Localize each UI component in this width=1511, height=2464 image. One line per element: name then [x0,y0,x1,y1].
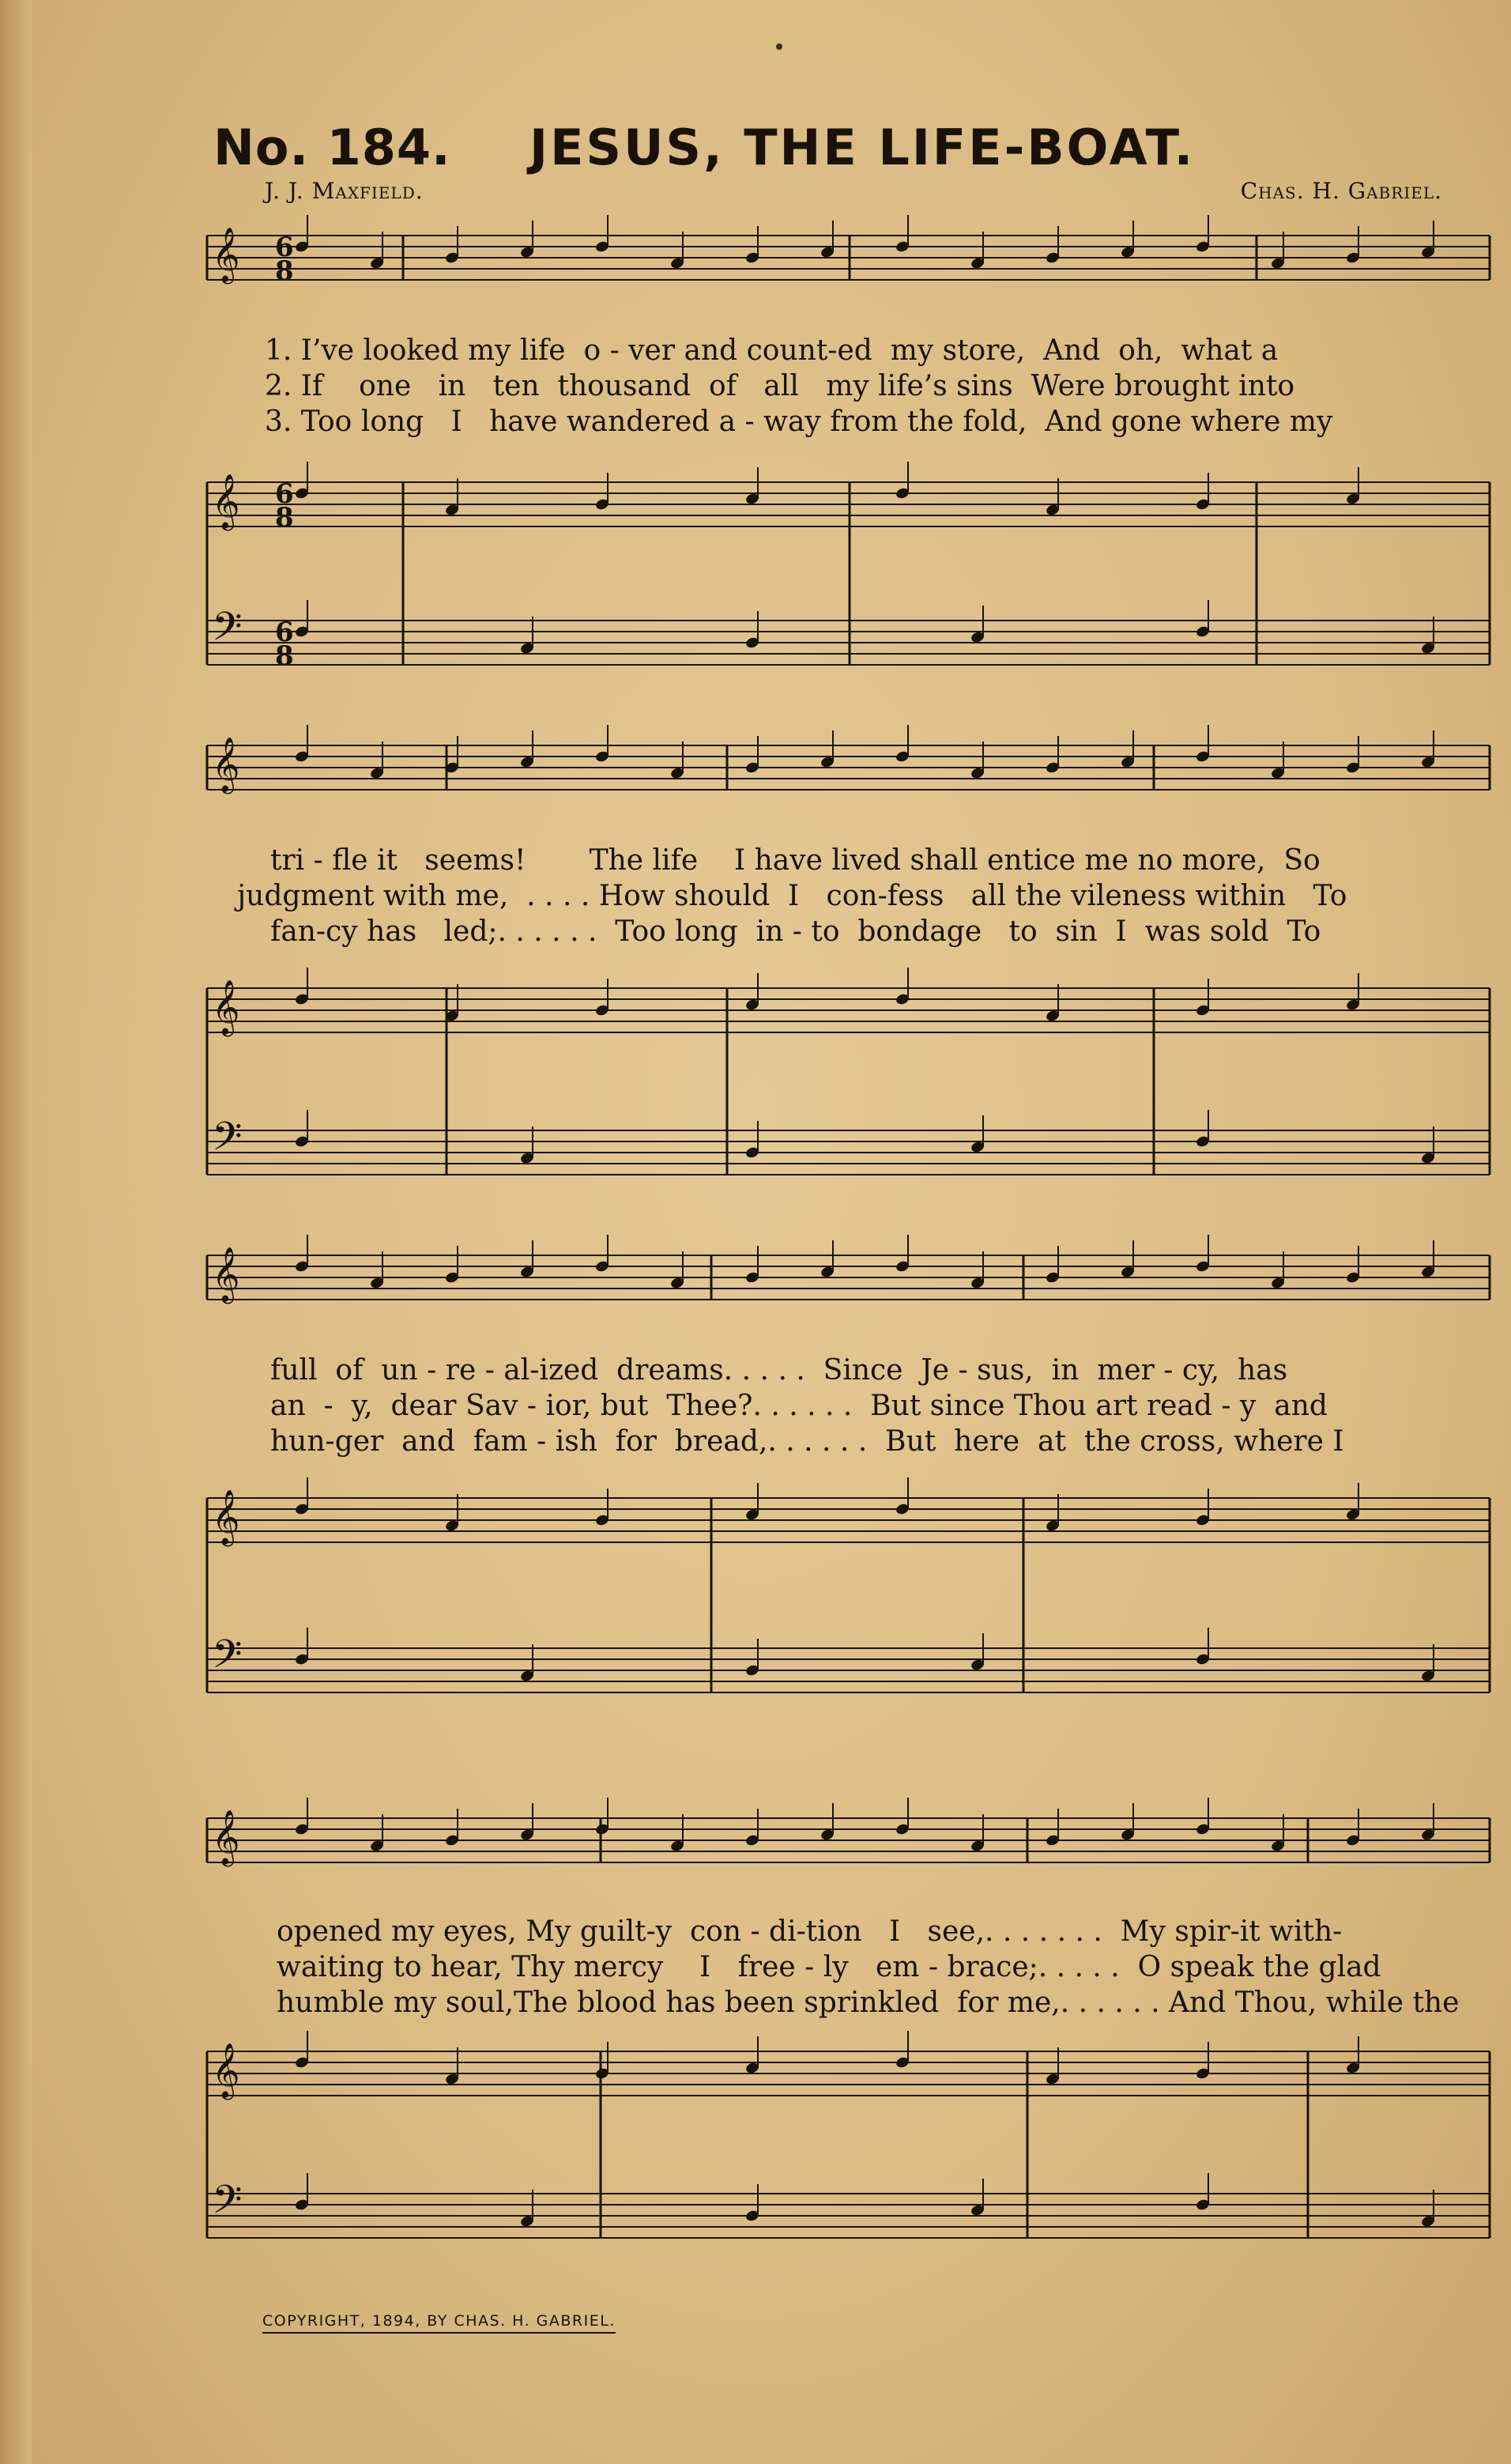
lyric-verse-1-line-4: opened my eyes, My guilt-y con - di-tion I see,. . . . . . . My spir-it with- [277,1915,1343,1948]
system-4-bass-clef: 𝄢 [212,2177,243,2232]
lyric-verse-2-line-4: waiting to hear, Thy mercy I free - ly em - brace;. . . . . O speak the glad [277,1951,1381,1983]
system-4-treble-clef: 𝄞 [212,1809,240,1865]
system-2-treble-clef: 𝄞 [212,737,240,792]
time-signature-denominator: 8 [275,502,294,534]
system-3-treble-clef: 𝄞 [212,1247,240,1302]
system-1-piano-treble-clef: 𝄞 [212,474,240,529]
time-signature-denominator: 8 [275,255,294,287]
system-3-piano-treble-clef: 𝄞 [212,1489,240,1545]
composer-credit: Chas. H. Gabriel. [1240,178,1442,204]
lyric-verse-3-line-2: fan-cy has led;. . . . . . Too long in - to bondage to sin I was sold To [270,915,1321,948]
time-signature-numerator: 6 [275,232,294,263]
lyric-verse-2-line-1: 2. If one in ten thousand of all my life’s sins Were brought into [265,370,1295,402]
hymn-title: JESUS, THE LIFE-BOAT. [529,119,1196,176]
lyric-verse-3-line-4: humble my soul,The blood has been sprinkled for me,. . . . . . And Thou, while the [277,1987,1460,2019]
system-2-bass-clef: 𝄢 [212,1114,243,1169]
time-signature-numerator: 6 [275,617,294,648]
system-1-treble-clef: 𝄞 [212,227,240,282]
lyric-verse-2-line-3: an - y, dear Sav - ior, but Thee?. . . . . . But since Thou art read - y and [270,1390,1328,1422]
system-1-bass-clef: 𝄢 [212,604,243,659]
lyric-verse-1-line-3: full of un - re - al-ized dreams. . . . . Since Je - sus, in mer - cy, has [270,1354,1288,1387]
lyric-verse-3-line-3: hun-ger and fam - ish for bread,. . . . . . But here at the cross, where I [270,1425,1344,1458]
system-4-piano-treble-clef: 𝄞 [212,2043,240,2098]
lyric-verse-1-line-1: 1. I’ve looked my life o - ver and count-ed my store, And oh, what a [265,334,1279,367]
time-signature-denominator: 8 [275,640,294,672]
lyric-verse-3-line-1: 3. Too long I have wandered a - way from the fold, And gone where my [265,406,1333,438]
copyright-notice: COPYRIGHT, 1894, BY CHAS. H. GABRIEL. [262,2312,616,2334]
system-2-piano-treble-clef: 𝄞 [212,979,240,1035]
lyricist-credit: J. J. Maxfield. [265,178,424,204]
time-signature-numerator: 6 [275,478,294,510]
system-3-bass-clef: 𝄢 [212,1632,243,1687]
hymn-number: No. 184. [213,119,451,176]
lyric-verse-2-line-2: judgment with me, . . . . How should I con-fess all the vileness within To [237,880,1347,912]
lyric-verse-1-line-2: tri - fle it seems! The life I have lived shall entice me no more, So [270,844,1321,877]
